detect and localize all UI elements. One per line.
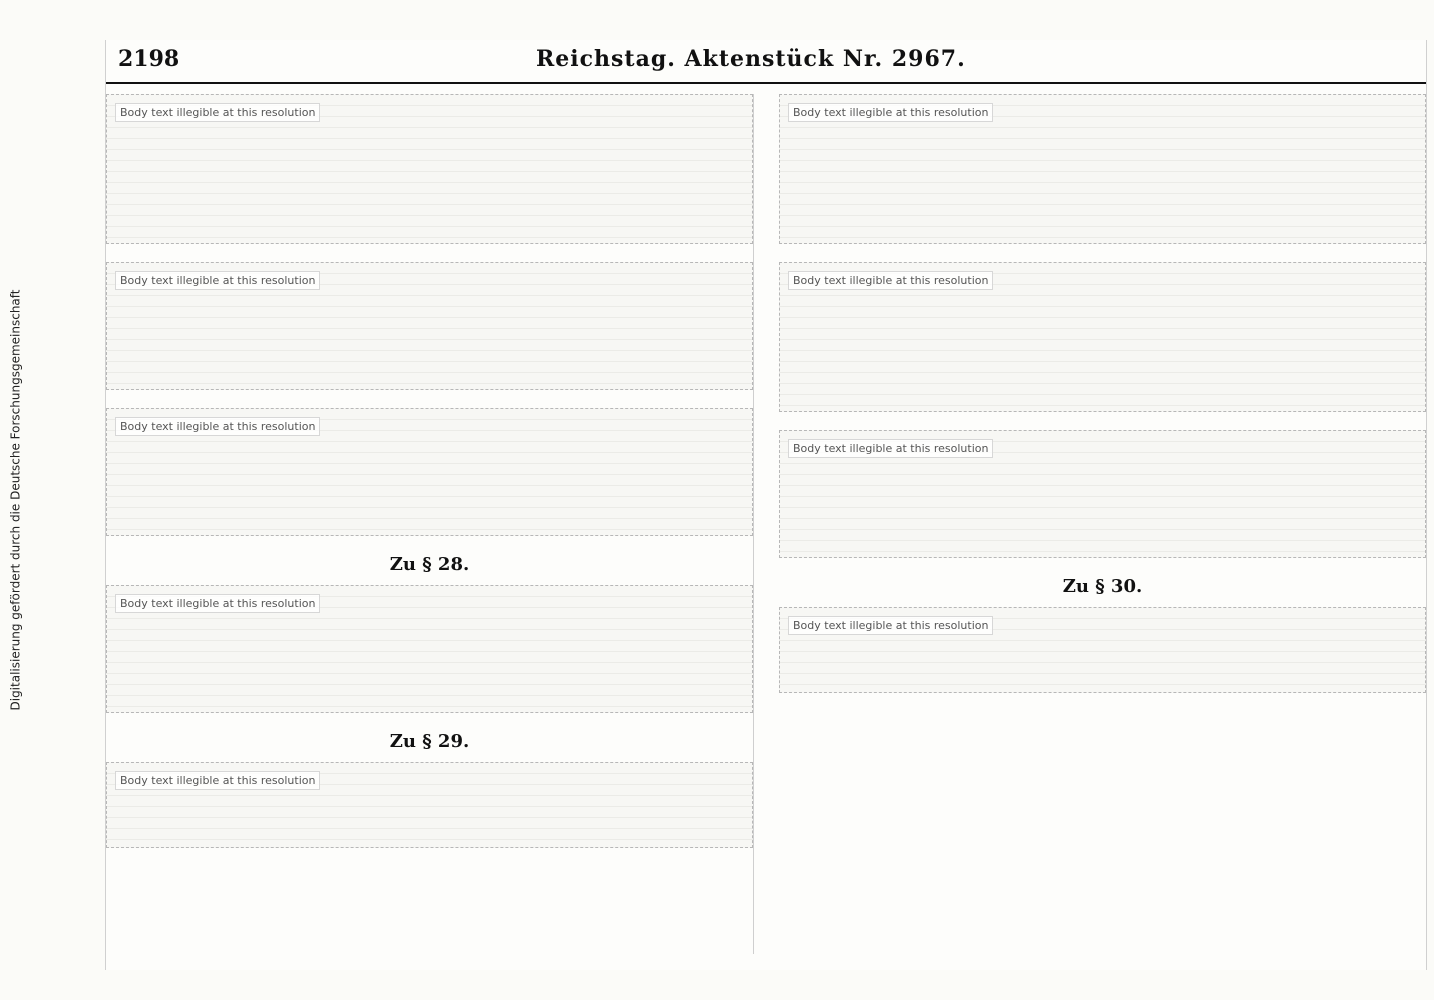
illegible-note: Body text illegible at this resolution bbox=[788, 439, 993, 458]
left-column bbox=[106, 94, 753, 954]
right-section-1 bbox=[779, 94, 1426, 244]
page-number: 2198 bbox=[118, 46, 180, 72]
right-section-2 bbox=[779, 262, 1426, 412]
right-section-3 bbox=[779, 430, 1426, 558]
illegible-note: Body text illegible at this resolution bbox=[788, 271, 993, 290]
paragraph-block bbox=[106, 408, 753, 536]
illegible-note: Body text illegible at this resolution bbox=[115, 103, 320, 122]
running-title: Reichstag. Aktenstück Nr. 2967. bbox=[536, 46, 966, 72]
illegible-note: Body text illegible at this resolution bbox=[115, 594, 320, 613]
side-credit bbox=[0, 0, 30, 1000]
left-section-2 bbox=[106, 262, 753, 390]
illegible-note: Body text illegible at this resolution bbox=[115, 271, 320, 290]
paragraph-block bbox=[106, 762, 753, 848]
illegible-note: Body text illegible at this resolution bbox=[788, 103, 993, 122]
scan-area bbox=[105, 40, 1427, 970]
section-heading: Zu § 29. bbox=[389, 731, 470, 752]
illegible-note: Body text illegible at this resolution bbox=[115, 771, 320, 790]
paragraph-block bbox=[106, 94, 753, 244]
left-section-5 bbox=[106, 731, 753, 848]
paragraph-block bbox=[106, 585, 753, 713]
section-heading: Zu § 30. bbox=[1062, 576, 1143, 597]
right-section-4 bbox=[779, 576, 1426, 693]
paragraph-block bbox=[779, 607, 1426, 693]
paragraph-block bbox=[779, 94, 1426, 244]
illegible-note: Body text illegible at this resolution bbox=[115, 417, 320, 436]
paragraph-block bbox=[106, 262, 753, 390]
text-columns bbox=[106, 94, 1426, 954]
left-section-4 bbox=[106, 554, 753, 713]
paragraph-block bbox=[779, 430, 1426, 558]
credit-text: Digitalisierung gefördert durch die Deutsche Forschungsgemeinschaft bbox=[8, 289, 23, 711]
right-column bbox=[779, 94, 1426, 954]
paragraph-block bbox=[779, 262, 1426, 412]
page-header bbox=[106, 40, 1426, 84]
section-heading: Zu § 28. bbox=[389, 554, 470, 575]
illegible-note: Body text illegible at this resolution bbox=[788, 616, 993, 635]
left-section-3 bbox=[106, 408, 753, 536]
left-section-1 bbox=[106, 94, 753, 244]
